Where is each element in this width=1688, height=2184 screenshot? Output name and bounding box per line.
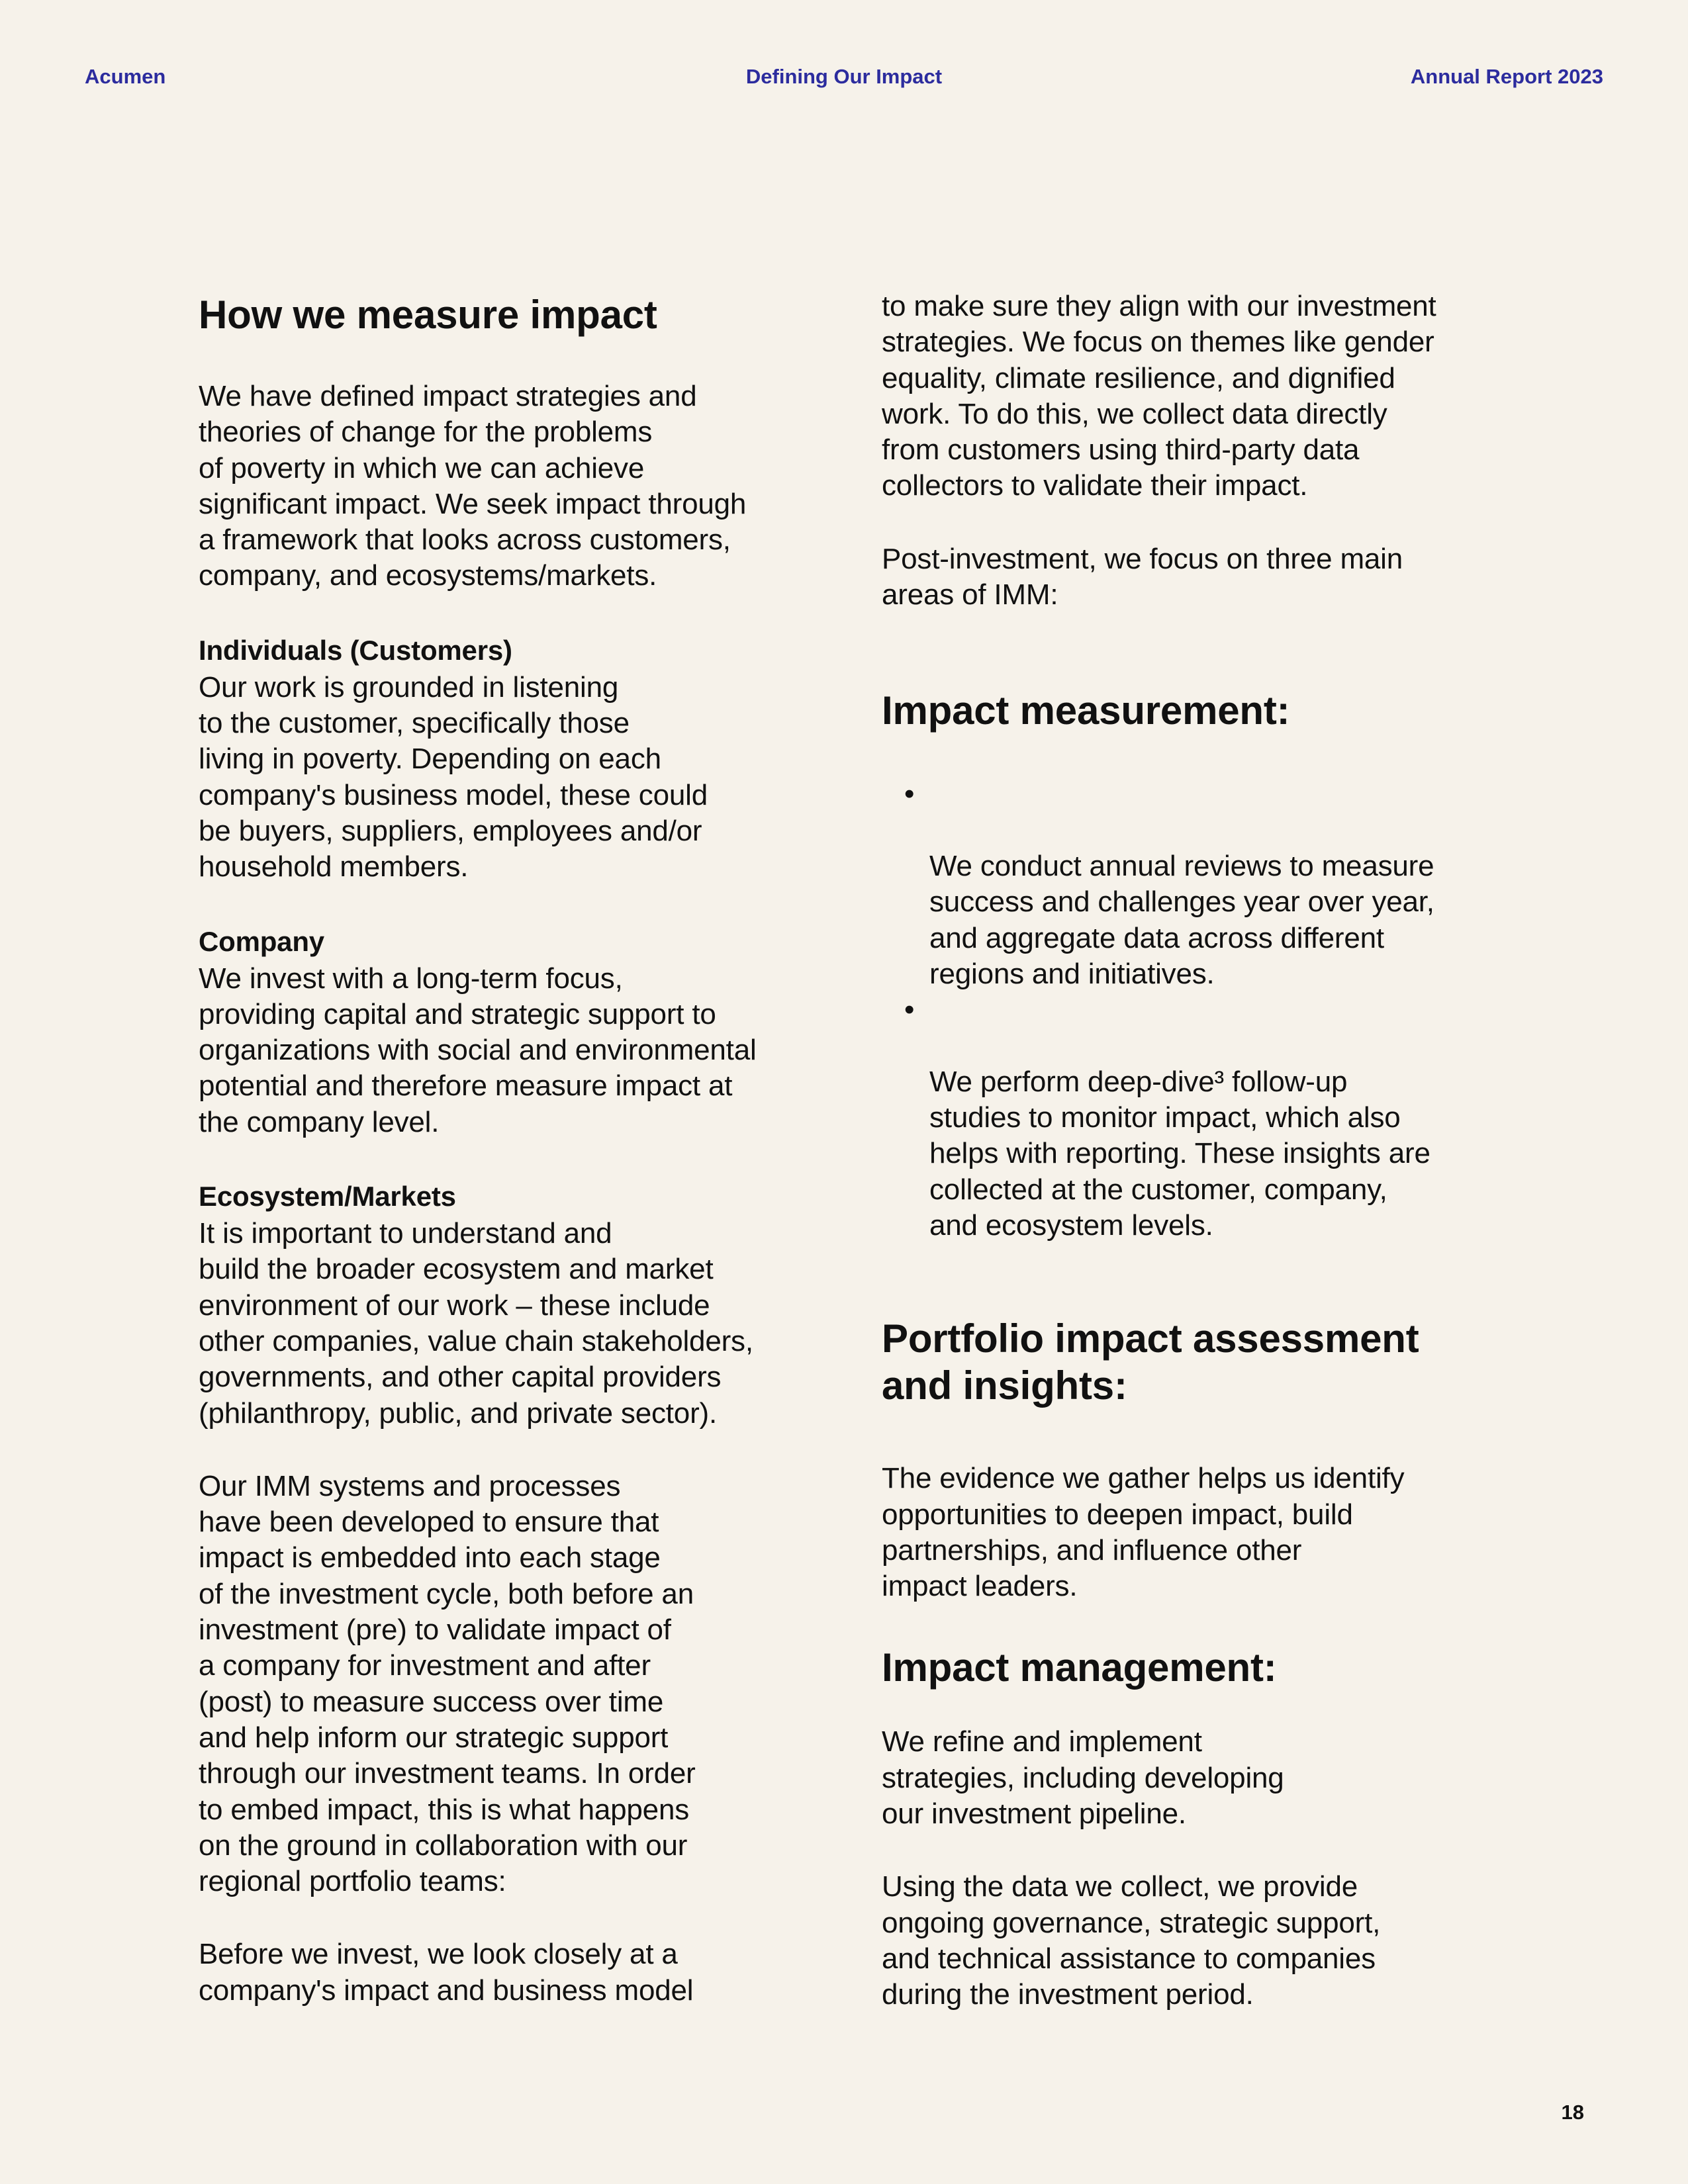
list-item-text: We conduct annual reviews to measure success and challenges year over year, and aggregate data across different regions and initiatives. (929, 849, 1434, 990)
section-body: It is important to understand and build the broader ecosystem and market environment of our work – these include other companies, value chain stakeholders, governments, and other capital providers (philanthropy, public, and private sector). (199, 1217, 753, 1430)
impact-management-paragraph-1: We refine and implement strategies, including developing our investment pipeline. (882, 1725, 1284, 1831)
bullet-icon: • (904, 993, 915, 1026)
section-company (199, 923, 814, 1140)
bullet-icon: • (904, 778, 915, 811)
continuation-paragraph: to make sure they align with our investment strategies. We focus on themes like gender equality, climate resilience, and dignified work. To do this, we collect data directly from customers using third-party data collectors to validate their impact. (882, 290, 1436, 502)
section-individuals (199, 631, 814, 886)
section-heading: Individuals (Customers) (199, 634, 512, 666)
page-number: 18 (1561, 2101, 1584, 2124)
header-org-name: Acumen (85, 65, 166, 88)
section-ecosystem (199, 1177, 814, 1432)
page-header (85, 65, 1603, 97)
list-item (904, 776, 1497, 992)
portfolio-paragraph: The evidence we gather helps us identify opportunities to deepen impact, build partnerships, and influence other impact leaders. (882, 1462, 1405, 1603)
section-heading: Ecosystem/Markets (199, 1181, 456, 1212)
section-heading: Company (199, 925, 324, 957)
impact-management-heading: Impact management: (882, 1645, 1277, 1690)
header-section-title: Defining Our Impact (745, 65, 943, 88)
portfolio-heading: Portfolio impact assessment and insights: (882, 1316, 1419, 1408)
intro-paragraph: We have defined impact strategies and theories of change for the problems of poverty in which we can achieve significant impact. We seek impact through a framework that looks across customers, company, and ecosystems/markets. (199, 380, 747, 592)
post-investment-paragraph: Post-investment, we focus on three main areas of IMM: (882, 542, 1403, 612)
left-column (199, 289, 814, 2009)
list-item (904, 992, 1497, 1244)
section-body: Our work is grounded in listening to the customer, specifically those living in poverty. Depending on each company's business model, these could be buyers, suppliers, employees and/or household members. (199, 670, 708, 884)
imm-paragraph: Our IMM systems and processes have been developed to ensure that impact is embedded into each stage of the investment cycle, both before an investment (pre) to validate impact of a company for investment and after (post) to measure success over time and help inform our strategic support through our investment teams. In order to embed impact, this is what happens on the ground in collaboration with our regional portfolio teams: (199, 1469, 696, 1898)
impact-measurement-heading: Impact measurement: (882, 688, 1290, 733)
section-body: We invest with a long-term focus, providing capital and strategic support to organizations with social and environmental potential and therefore measure impact at the company level. (199, 962, 757, 1138)
page-title: How we measure impact (199, 293, 657, 337)
before-invest-paragraph: Before we invest, we look closely at a company's impact and business model (199, 1938, 694, 2007)
list-item-text: We perform deep-dive³ follow-up studies to monitor impact, which also helps with reporting. These insights are collected at the customer, company, and ecosystem levels. (929, 1065, 1430, 1242)
impact-management-paragraph-2: Using the data we collect, we provide ongoing governance, strategic support, and technical assistance to companies during the investment period. (882, 1870, 1381, 2011)
right-column (882, 289, 1497, 2013)
header-report-title: Annual Report 2023 (1410, 65, 1603, 88)
impact-measurement-list (882, 776, 1497, 1244)
